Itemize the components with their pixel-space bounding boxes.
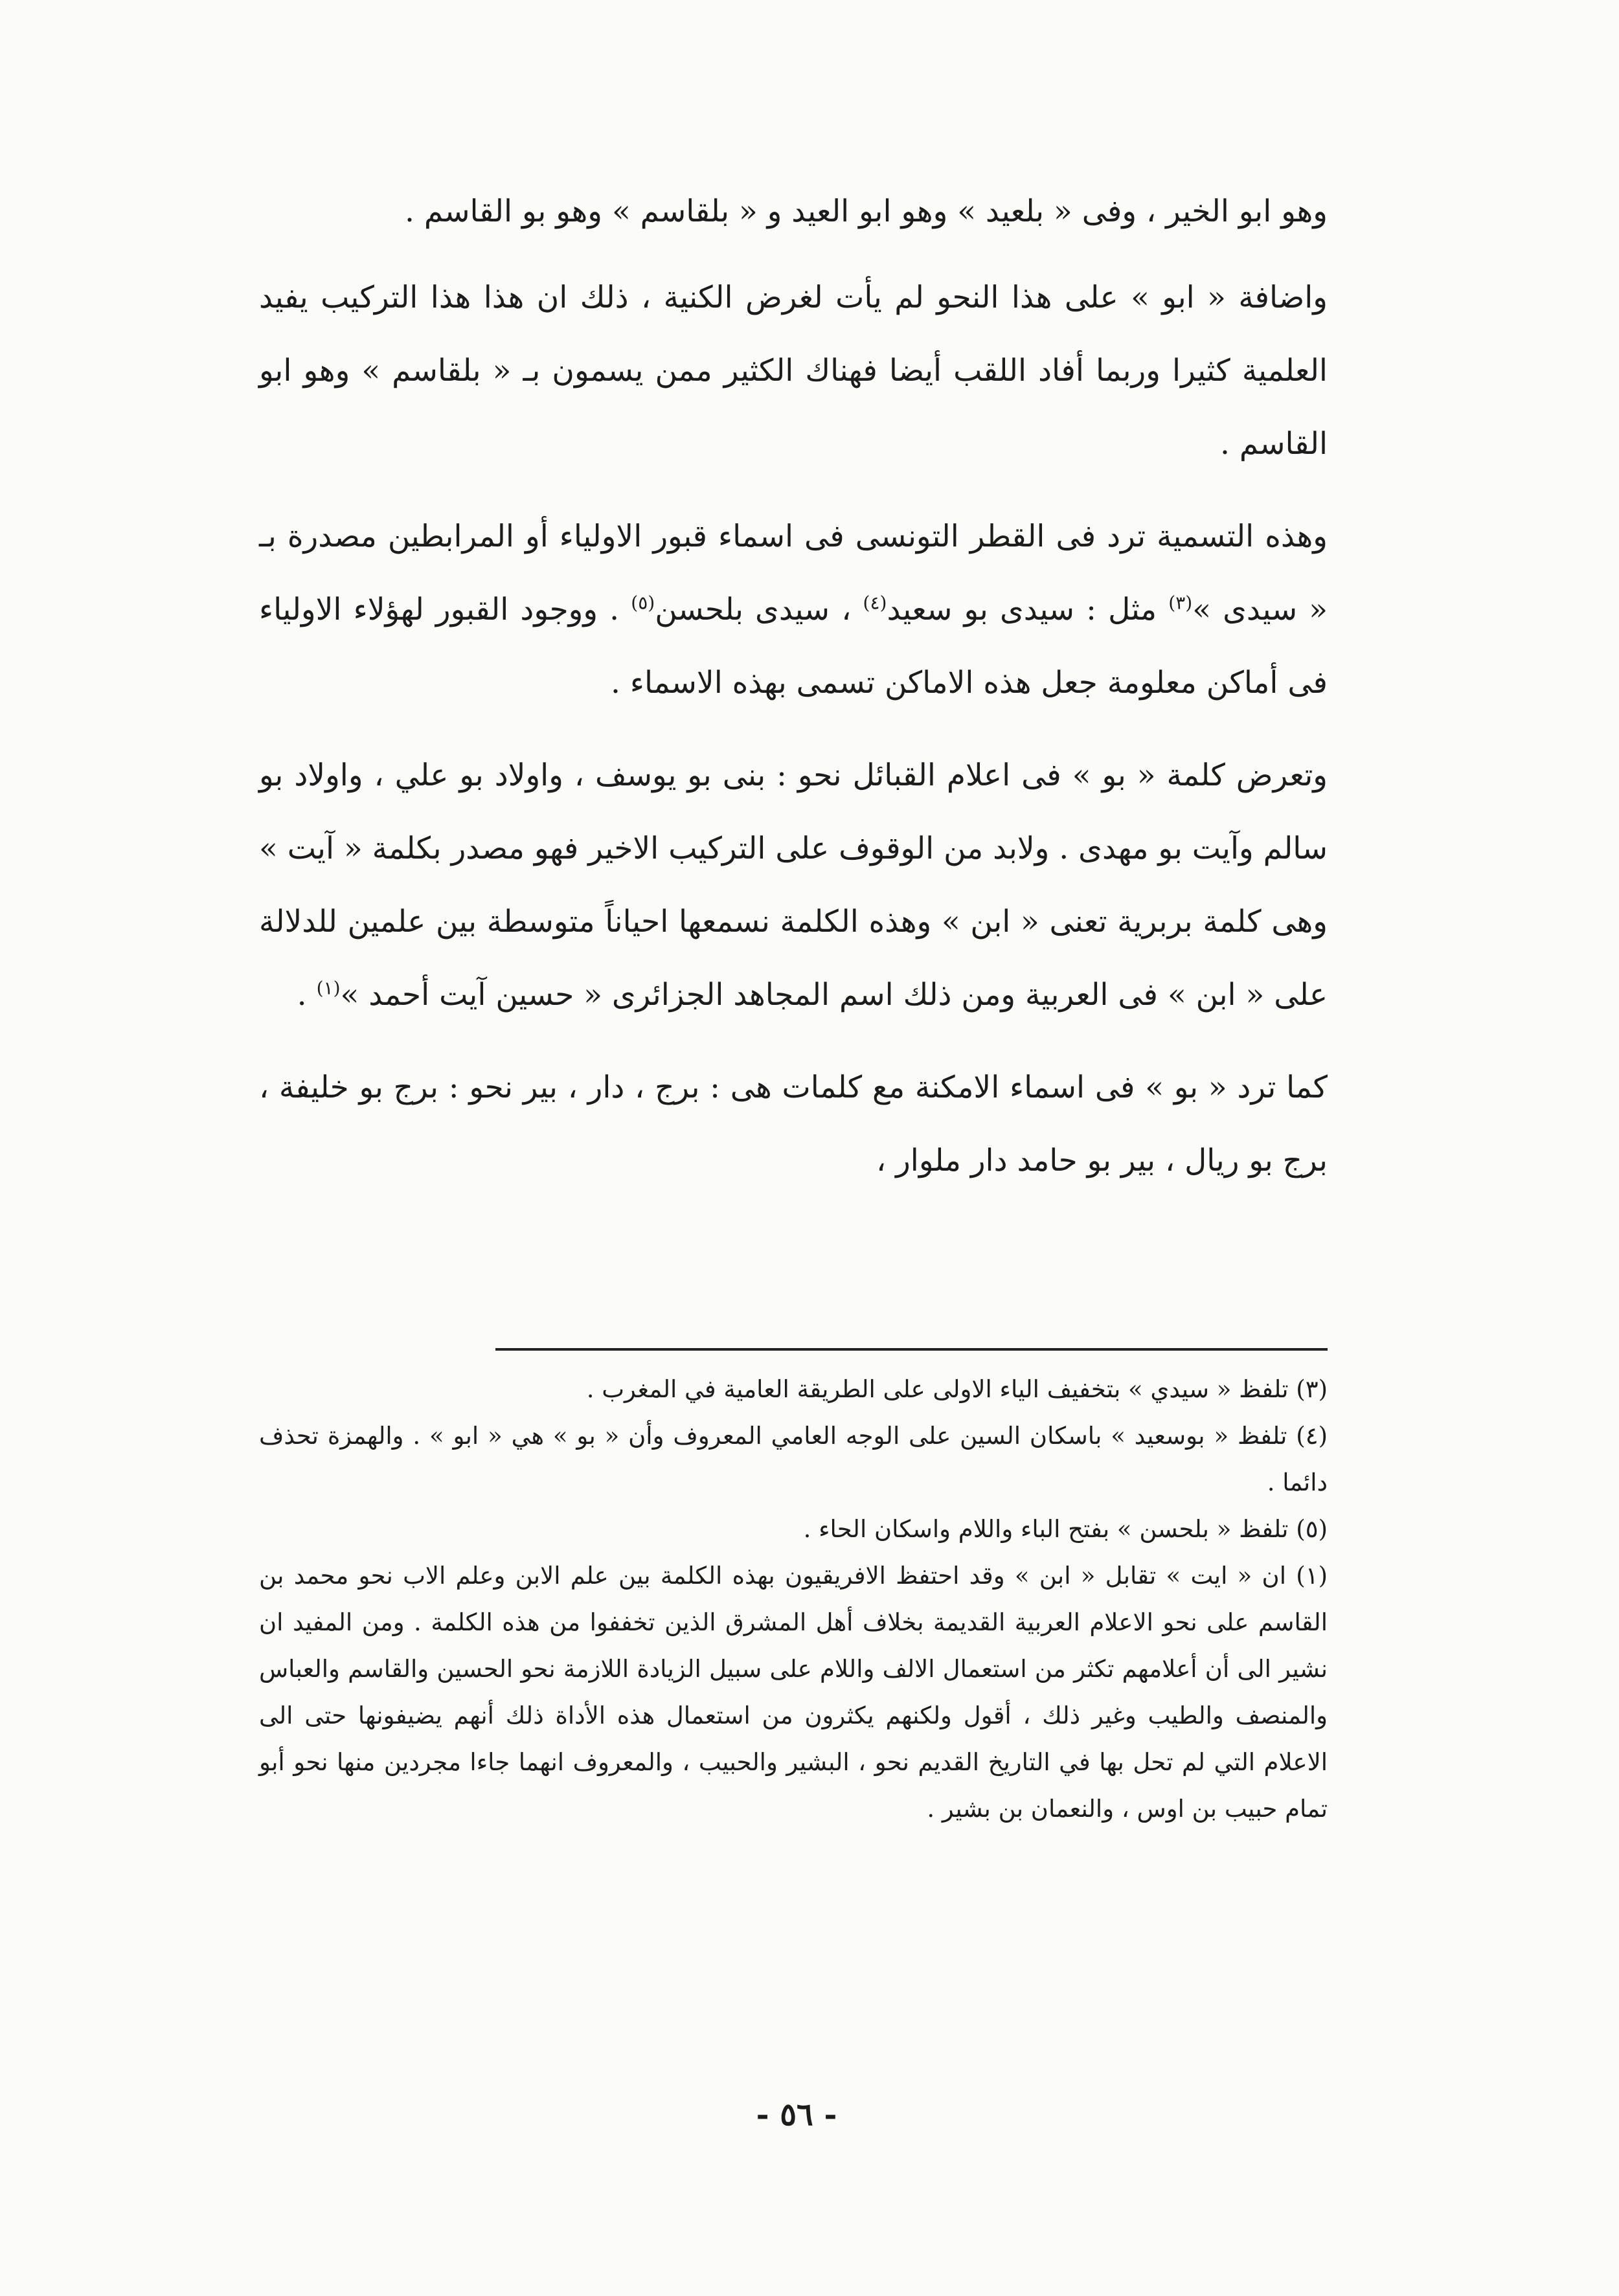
page-number: - ٥٦ - bbox=[756, 2097, 837, 2133]
paragraph-3 bbox=[259, 500, 1328, 719]
footnote-divider bbox=[495, 1348, 1328, 1351]
footnotes bbox=[259, 1366, 1328, 1832]
footnote-1: (١) ان « ايت » تقابل « ابن » وقد احتفظ الافريقيون بهذه الكلمة بين علم الابن وعلم الاب نحو محمد بن القاسم على نحو الاعلام العربية القديمة بخلاف أهل المشرق الذين تخففوا من هذه الكلمة . ومن المفيد ان نشير الى أن أعلامهم تكثر من استعمال الالف واللام على سبيل الزيادة اللازمة نحو الحسين والقاسم والعباس والمنصف والطيب وغير ذلك ، أقول ولكنهم يكثرون من استعمال هذه الأداة ذلك أنهم يضيفونها حتى الى الاعلام التي لم تحل بها في التاريخ القديم نحو ، البشير والحبيب ، والمعروف انهما جاءا مجردين منها نحو أبو تمام حبيب بن اوس ، والنعمان بن بشير . bbox=[259, 1562, 1328, 1823]
footnote-5: (٥) تلفظ « بلحسن » بفتح الباء واللام واسكان الحاء . bbox=[803, 1515, 1328, 1543]
paragraph-3-part-3: ، سيدى بلحسن bbox=[655, 592, 852, 627]
footnote-ref-1: (١) bbox=[316, 977, 341, 999]
footnote-ref-4: (٤) bbox=[863, 592, 887, 614]
paragraph-3-part-2: مثل : سيدى بو سعيد bbox=[887, 592, 1157, 627]
footnote-ref-5: (٥) bbox=[631, 592, 655, 614]
paragraph-3-part-4: . ووجود القبور لهؤلاء الاولياء فى أماكن معلومة جعل هذه الاماكن تسمى بهذه الاسماء . bbox=[259, 592, 1328, 701]
paragraph-2: واضافة « ابو » على هذا النحو لم يأت لغرض الكنية ، ذلك ان هذا هذا التركيب يفيد العلمية كثيرا وربما أفاد اللقب أيضا فهناك الكثير ممن يسمون بـ « بلقاسم » وهو ابو القاسم . bbox=[259, 280, 1328, 462]
paragraph-4 bbox=[259, 739, 1328, 1031]
paragraph-5: كما ترد « بو » فى اسماء الامكنة مع كلمات هى : برج ، دار ، بير نحو : برج بو خليفة ، برج بو ريال ، بير بو حامد دار ملوار ، bbox=[259, 1070, 1328, 1178]
paragraph-1: وهو ابو الخير ، وفى « بلعيد » وهو ابو العيد و « بلقاسم » وهو بو القاسم . bbox=[404, 194, 1328, 229]
paragraph-4-part-1: وتعرض كلمة « بو » فى اعلام القبائل نحو : بنى بو يوسف ، واولاد بو علي ، واولاد بو سالم وآيت بو مهدى . ولابد من الوقوف على التركيب الاخير فهو مصدر بكلمة « آيت » وهى كلمة بربرية تعنى « ابن » وهذه الكلمة نسمعها احياناً متوسطة بين علمين للدلالة على « ابن » فى العربية ومن ذلك اسم المجاهد الجزائرى « حسين آيت أحمد » bbox=[259, 758, 1328, 1013]
footnote-3: (٣) تلفظ « سيدي » بتخفيف الياء الاولى على الطريقة العامية في المغرب . bbox=[586, 1375, 1328, 1403]
paragraph-3-part-1: وهذه التسمية ترد فى القطر التونسى فى اسماء قبور الاولياء أو المرابطين مصدرة بـ « سيدى » bbox=[259, 519, 1328, 627]
paragraph-4-part-2: . bbox=[297, 977, 307, 1013]
main-text bbox=[259, 175, 1328, 1197]
footnote-4: (٤) تلفظ « بوسعيد » باسكان السين على الوجه العامي المعروف وأن « بو » هي « ابو » . والهمزة تحذف دائما . bbox=[259, 1422, 1328, 1496]
footnote-ref-3: (٣) bbox=[1168, 592, 1193, 614]
